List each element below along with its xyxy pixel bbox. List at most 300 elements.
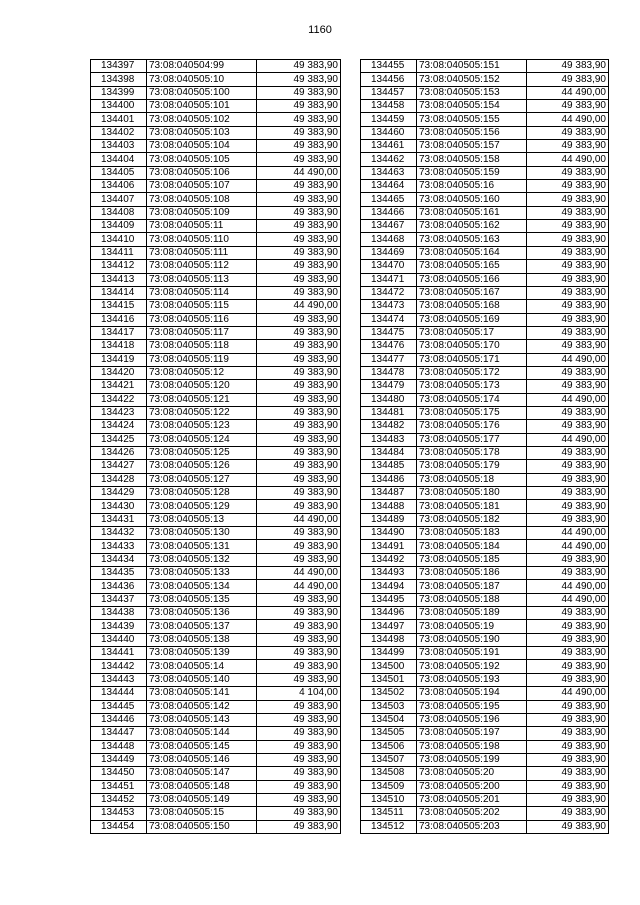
table-row bbox=[361, 513, 609, 526]
cadastral-number-cell: 73:08:040505:158 bbox=[417, 153, 527, 166]
amount-cell: 49 383,90 bbox=[257, 313, 341, 326]
table-row bbox=[361, 260, 609, 273]
row-number-cell: 134503 bbox=[361, 700, 417, 713]
row-number-cell: 134457 bbox=[361, 86, 417, 99]
amount-cell: 44 490,00 bbox=[257, 567, 341, 580]
amount-cell: 49 383,90 bbox=[257, 660, 341, 673]
amount-cell: 49 383,90 bbox=[527, 126, 609, 139]
cadastral-number-cell: 73:08:040505:119 bbox=[147, 353, 257, 366]
table-row bbox=[361, 380, 609, 393]
row-number-cell: 134409 bbox=[91, 220, 147, 233]
table-row bbox=[91, 633, 341, 646]
cadastral-number-cell: 73:08:040505:157 bbox=[417, 140, 527, 153]
amount-cell: 49 383,90 bbox=[257, 340, 341, 353]
row-number-cell: 134476 bbox=[361, 340, 417, 353]
cadastral-number-cell: 73:08:040505:186 bbox=[417, 567, 527, 580]
row-number-cell: 134428 bbox=[91, 473, 147, 486]
row-number-cell: 134470 bbox=[361, 260, 417, 273]
table-row bbox=[91, 553, 341, 566]
table-row bbox=[361, 567, 609, 580]
row-number-cell: 134424 bbox=[91, 420, 147, 433]
cadastral-number-cell: 73:08:040505:134 bbox=[147, 580, 257, 593]
table-row bbox=[91, 540, 341, 553]
amount-cell: 49 383,90 bbox=[257, 206, 341, 219]
table-row bbox=[361, 433, 609, 446]
table-row bbox=[361, 487, 609, 500]
amount-cell: 49 383,90 bbox=[527, 60, 609, 73]
cadastral-number-cell: 73:08:040505:200 bbox=[417, 780, 527, 793]
row-number-cell: 134411 bbox=[91, 246, 147, 259]
cadastral-number-cell: 73:08:040505:175 bbox=[417, 406, 527, 419]
amount-cell: 49 383,90 bbox=[257, 380, 341, 393]
cadastral-number-cell: 73:08:040505:160 bbox=[417, 193, 527, 206]
amount-cell: 49 383,90 bbox=[257, 86, 341, 99]
row-number-cell: 134475 bbox=[361, 326, 417, 339]
amount-cell: 49 383,90 bbox=[257, 286, 341, 299]
amount-cell: 49 383,90 bbox=[527, 807, 609, 820]
row-number-cell: 134510 bbox=[361, 793, 417, 806]
table-row bbox=[91, 353, 341, 366]
row-number-cell: 134434 bbox=[91, 553, 147, 566]
cadastral-number-cell: 73:08:040505:194 bbox=[417, 687, 527, 700]
amount-cell: 49 383,90 bbox=[527, 233, 609, 246]
cadastral-number-cell: 73:08:040505:184 bbox=[417, 540, 527, 553]
amount-cell: 49 383,90 bbox=[257, 607, 341, 620]
cadastral-number-cell: 73:08:040505:198 bbox=[417, 740, 527, 753]
table-row bbox=[91, 313, 341, 326]
amount-cell: 49 383,90 bbox=[527, 727, 609, 740]
amount-cell: 49 383,90 bbox=[527, 740, 609, 753]
amount-cell: 44 490,00 bbox=[257, 166, 341, 179]
cadastral-number-cell: 73:08:040505:123 bbox=[147, 420, 257, 433]
table-row bbox=[91, 406, 341, 419]
row-number-cell: 134492 bbox=[361, 553, 417, 566]
cadastral-number-cell: 73:08:040505:133 bbox=[147, 567, 257, 580]
row-number-cell: 134410 bbox=[91, 233, 147, 246]
table-row bbox=[361, 473, 609, 486]
table-row bbox=[361, 273, 609, 286]
row-number-cell: 134435 bbox=[91, 567, 147, 580]
cadastral-number-cell: 73:08:040505:187 bbox=[417, 580, 527, 593]
table-row bbox=[91, 206, 341, 219]
row-number-cell: 134405 bbox=[91, 166, 147, 179]
amount-cell: 44 490,00 bbox=[527, 580, 609, 593]
register-table-left bbox=[90, 59, 341, 834]
amount-cell: 49 383,90 bbox=[527, 567, 609, 580]
row-number-cell: 134397 bbox=[91, 60, 147, 73]
row-number-cell: 134467 bbox=[361, 220, 417, 233]
cadastral-number-cell: 73:08:040505:132 bbox=[147, 553, 257, 566]
row-number-cell: 134479 bbox=[361, 380, 417, 393]
cadastral-number-cell: 73:08:040505:167 bbox=[417, 286, 527, 299]
cadastral-number-cell: 73:08:040505:199 bbox=[417, 753, 527, 766]
cadastral-number-cell: 73:08:040505:106 bbox=[147, 166, 257, 179]
row-number-cell: 134461 bbox=[361, 140, 417, 153]
amount-cell: 44 490,00 bbox=[527, 113, 609, 126]
table-row bbox=[91, 246, 341, 259]
row-number-cell: 134431 bbox=[91, 513, 147, 526]
amount-cell: 44 490,00 bbox=[527, 86, 609, 99]
amount-cell: 49 383,90 bbox=[257, 793, 341, 806]
page-number: 1160 bbox=[308, 24, 332, 36]
table-row bbox=[361, 406, 609, 419]
cadastral-number-cell: 73:08:040505:174 bbox=[417, 393, 527, 406]
table-row bbox=[361, 620, 609, 633]
amount-cell: 49 383,90 bbox=[527, 326, 609, 339]
amount-cell: 49 383,90 bbox=[527, 420, 609, 433]
cadastral-number-cell: 73:08:040505:110 bbox=[147, 233, 257, 246]
table-row bbox=[91, 286, 341, 299]
amount-cell: 49 383,90 bbox=[257, 473, 341, 486]
row-number-cell: 134430 bbox=[91, 500, 147, 513]
table-row bbox=[361, 673, 609, 686]
row-number-cell: 134505 bbox=[361, 727, 417, 740]
row-number-cell: 134445 bbox=[91, 700, 147, 713]
table-row bbox=[91, 126, 341, 139]
cadastral-number-cell: 73:08:040505:203 bbox=[417, 820, 527, 833]
table-row bbox=[91, 620, 341, 633]
row-number-cell: 134406 bbox=[91, 180, 147, 193]
table-row bbox=[91, 500, 341, 513]
cadastral-number-cell: 73:08:040505:111 bbox=[147, 246, 257, 259]
amount-cell: 49 383,90 bbox=[257, 140, 341, 153]
row-number-cell: 134402 bbox=[91, 126, 147, 139]
table-row bbox=[91, 260, 341, 273]
row-number-cell: 134423 bbox=[91, 406, 147, 419]
row-number-cell: 134488 bbox=[361, 500, 417, 513]
cadastral-number-cell: 73:08:040505:170 bbox=[417, 340, 527, 353]
row-number-cell: 134444 bbox=[91, 687, 147, 700]
table-row bbox=[361, 580, 609, 593]
table-row bbox=[361, 153, 609, 166]
table-row bbox=[361, 607, 609, 620]
row-number-cell: 134466 bbox=[361, 206, 417, 219]
table-row bbox=[91, 420, 341, 433]
table-row bbox=[361, 807, 609, 820]
amount-cell: 49 383,90 bbox=[527, 713, 609, 726]
amount-cell: 49 383,90 bbox=[257, 260, 341, 273]
table-row bbox=[91, 740, 341, 753]
row-number-cell: 134477 bbox=[361, 353, 417, 366]
cadastral-number-cell: 73:08:040505:125 bbox=[147, 446, 257, 459]
amount-cell: 49 383,90 bbox=[257, 220, 341, 233]
cadastral-number-cell: 73:08:040505:169 bbox=[417, 313, 527, 326]
cadastral-number-cell: 73:08:040505:130 bbox=[147, 527, 257, 540]
amount-cell: 49 383,90 bbox=[257, 326, 341, 339]
cadastral-number-cell: 73:08:040505:161 bbox=[417, 206, 527, 219]
cadastral-number-cell: 73:08:040505:113 bbox=[147, 273, 257, 286]
amount-cell: 49 383,90 bbox=[257, 353, 341, 366]
row-number-cell: 134418 bbox=[91, 340, 147, 353]
cadastral-number-cell: 73:08:040505:16 bbox=[417, 180, 527, 193]
cadastral-number-cell: 73:08:040505:165 bbox=[417, 260, 527, 273]
cadastral-number-cell: 73:08:040505:139 bbox=[147, 647, 257, 660]
table-row bbox=[91, 727, 341, 740]
amount-cell: 49 383,90 bbox=[527, 753, 609, 766]
amount-cell: 49 383,90 bbox=[257, 713, 341, 726]
cadastral-number-cell: 73:08:040505:185 bbox=[417, 553, 527, 566]
table-row bbox=[361, 86, 609, 99]
row-number-cell: 134474 bbox=[361, 313, 417, 326]
table-row bbox=[91, 393, 341, 406]
amount-cell: 49 383,90 bbox=[527, 607, 609, 620]
amount-cell: 49 383,90 bbox=[527, 793, 609, 806]
table-row bbox=[91, 166, 341, 179]
row-number-cell: 134508 bbox=[361, 767, 417, 780]
amount-cell: 49 383,90 bbox=[257, 446, 341, 459]
cadastral-number-cell: 73:08:040505:103 bbox=[147, 126, 257, 139]
table-row bbox=[361, 500, 609, 513]
cadastral-number-cell: 73:08:040505:153 bbox=[417, 86, 527, 99]
cadastral-number-cell: 73:08:040505:178 bbox=[417, 446, 527, 459]
amount-cell: 49 383,90 bbox=[527, 820, 609, 833]
table-row bbox=[361, 460, 609, 473]
row-number-cell: 134451 bbox=[91, 780, 147, 793]
cadastral-number-cell: 73:08:040505:141 bbox=[147, 687, 257, 700]
amount-cell: 49 383,90 bbox=[257, 647, 341, 660]
cadastral-number-cell: 73:08:040505:101 bbox=[147, 100, 257, 113]
cadastral-number-cell: 73:08:040505:122 bbox=[147, 406, 257, 419]
amount-cell: 49 383,90 bbox=[257, 540, 341, 553]
amount-cell: 49 383,90 bbox=[257, 113, 341, 126]
cadastral-number-cell: 73:08:040505:137 bbox=[147, 620, 257, 633]
table-row bbox=[91, 527, 341, 540]
row-number-cell: 134468 bbox=[361, 233, 417, 246]
cadastral-number-cell: 73:08:040505:116 bbox=[147, 313, 257, 326]
amount-cell: 49 383,90 bbox=[257, 73, 341, 86]
cadastral-number-cell: 73:08:040505:138 bbox=[147, 633, 257, 646]
amount-cell: 49 383,90 bbox=[257, 633, 341, 646]
amount-cell: 49 383,90 bbox=[527, 193, 609, 206]
amount-cell: 49 383,90 bbox=[527, 73, 609, 86]
amount-cell: 49 383,90 bbox=[257, 246, 341, 259]
amount-cell: 49 383,90 bbox=[527, 313, 609, 326]
table-row bbox=[91, 326, 341, 339]
table-row bbox=[361, 753, 609, 766]
cadastral-number-cell: 73:08:040505:190 bbox=[417, 633, 527, 646]
table-row bbox=[91, 513, 341, 526]
table-row bbox=[91, 580, 341, 593]
row-number-cell: 134490 bbox=[361, 527, 417, 540]
row-number-cell: 134480 bbox=[361, 393, 417, 406]
cadastral-number-cell: 73:08:040505:118 bbox=[147, 340, 257, 353]
cadastral-number-cell: 73:08:040505:114 bbox=[147, 286, 257, 299]
row-number-cell: 134452 bbox=[91, 793, 147, 806]
table-row bbox=[91, 807, 341, 820]
amount-cell: 49 383,90 bbox=[257, 767, 341, 780]
row-number-cell: 134407 bbox=[91, 193, 147, 206]
cadastral-number-cell: 73:08:040504:99 bbox=[147, 60, 257, 73]
cadastral-number-cell: 73:08:040505:149 bbox=[147, 793, 257, 806]
cadastral-number-cell: 73:08:040505:189 bbox=[417, 607, 527, 620]
amount-cell: 49 383,90 bbox=[527, 380, 609, 393]
cadastral-number-cell: 73:08:040505:188 bbox=[417, 593, 527, 606]
cadastral-number-cell: 73:08:040505:100 bbox=[147, 86, 257, 99]
amount-cell: 49 383,90 bbox=[527, 100, 609, 113]
row-number-cell: 134448 bbox=[91, 740, 147, 753]
cadastral-number-cell: 73:08:040505:156 bbox=[417, 126, 527, 139]
table-row bbox=[361, 687, 609, 700]
row-number-cell: 134420 bbox=[91, 366, 147, 379]
row-number-cell: 134469 bbox=[361, 246, 417, 259]
row-number-cell: 134429 bbox=[91, 487, 147, 500]
row-number-cell: 134456 bbox=[361, 73, 417, 86]
table-row bbox=[91, 673, 341, 686]
row-number-cell: 134464 bbox=[361, 180, 417, 193]
row-number-cell: 134454 bbox=[91, 820, 147, 833]
table-row bbox=[361, 780, 609, 793]
cadastral-number-cell: 73:08:040505:173 bbox=[417, 380, 527, 393]
amount-cell: 49 383,90 bbox=[527, 180, 609, 193]
row-number-cell: 134512 bbox=[361, 820, 417, 833]
table-row bbox=[361, 126, 609, 139]
cadastral-number-cell: 73:08:040505:131 bbox=[147, 540, 257, 553]
table-row bbox=[91, 113, 341, 126]
table-row bbox=[361, 220, 609, 233]
row-number-cell: 134494 bbox=[361, 580, 417, 593]
row-number-cell: 134501 bbox=[361, 673, 417, 686]
table-row bbox=[91, 793, 341, 806]
row-number-cell: 134481 bbox=[361, 406, 417, 419]
row-number-cell: 134415 bbox=[91, 300, 147, 313]
amount-cell: 49 383,90 bbox=[257, 780, 341, 793]
amount-cell: 49 383,90 bbox=[257, 460, 341, 473]
table-row bbox=[361, 527, 609, 540]
cadastral-number-cell: 73:08:040505:107 bbox=[147, 180, 257, 193]
amount-cell: 49 383,90 bbox=[257, 727, 341, 740]
amount-cell: 49 383,90 bbox=[257, 180, 341, 193]
table-row bbox=[91, 300, 341, 313]
row-number-cell: 134455 bbox=[361, 60, 417, 73]
row-number-cell: 134497 bbox=[361, 620, 417, 633]
cadastral-number-cell: 73:08:040505:159 bbox=[417, 166, 527, 179]
amount-cell: 44 490,00 bbox=[257, 580, 341, 593]
table-row bbox=[361, 73, 609, 86]
amount-cell: 49 383,90 bbox=[527, 633, 609, 646]
amount-cell: 49 383,90 bbox=[527, 473, 609, 486]
row-number-cell: 134484 bbox=[361, 446, 417, 459]
row-number-cell: 134491 bbox=[361, 540, 417, 553]
cadastral-number-cell: 73:08:040505:176 bbox=[417, 420, 527, 433]
cadastral-number-cell: 73:08:040505:102 bbox=[147, 113, 257, 126]
cadastral-number-cell: 73:08:040505:179 bbox=[417, 460, 527, 473]
table-row bbox=[91, 460, 341, 473]
register-table-right-body bbox=[361, 60, 609, 834]
row-number-cell: 134433 bbox=[91, 540, 147, 553]
amount-cell: 49 383,90 bbox=[257, 393, 341, 406]
row-number-cell: 134462 bbox=[361, 153, 417, 166]
row-number-cell: 134425 bbox=[91, 433, 147, 446]
cadastral-number-cell: 73:08:040505:146 bbox=[147, 753, 257, 766]
table-row bbox=[91, 647, 341, 660]
table-row bbox=[361, 393, 609, 406]
table-row bbox=[91, 180, 341, 193]
amount-cell: 49 383,90 bbox=[257, 593, 341, 606]
row-number-cell: 134495 bbox=[361, 593, 417, 606]
table-row bbox=[361, 713, 609, 726]
table-row bbox=[91, 100, 341, 113]
cadastral-number-cell: 73:08:040505:192 bbox=[417, 660, 527, 673]
table-row bbox=[361, 206, 609, 219]
amount-cell: 49 383,90 bbox=[257, 753, 341, 766]
row-number-cell: 134507 bbox=[361, 753, 417, 766]
table-row bbox=[361, 700, 609, 713]
amount-cell: 49 383,90 bbox=[527, 767, 609, 780]
amount-cell: 44 490,00 bbox=[257, 513, 341, 526]
table-row bbox=[361, 286, 609, 299]
row-number-cell: 134436 bbox=[91, 580, 147, 593]
cadastral-number-cell: 73:08:040505:183 bbox=[417, 527, 527, 540]
cadastral-number-cell: 73:08:040505:105 bbox=[147, 153, 257, 166]
table-row bbox=[91, 780, 341, 793]
row-number-cell: 134502 bbox=[361, 687, 417, 700]
cadastral-number-cell: 73:08:040505:166 bbox=[417, 273, 527, 286]
cadastral-number-cell: 73:08:040505:191 bbox=[417, 647, 527, 660]
amount-cell: 44 490,00 bbox=[527, 393, 609, 406]
row-number-cell: 134440 bbox=[91, 633, 147, 646]
table-row bbox=[91, 593, 341, 606]
amount-cell: 44 490,00 bbox=[527, 433, 609, 446]
table-row bbox=[361, 767, 609, 780]
amount-cell: 49 383,90 bbox=[527, 220, 609, 233]
cadastral-number-cell: 73:08:040505:117 bbox=[147, 326, 257, 339]
row-number-cell: 134486 bbox=[361, 473, 417, 486]
table-row bbox=[91, 660, 341, 673]
table-row bbox=[361, 60, 609, 73]
amount-cell: 49 383,90 bbox=[257, 700, 341, 713]
row-number-cell: 134487 bbox=[361, 487, 417, 500]
row-number-cell: 134439 bbox=[91, 620, 147, 633]
table-row bbox=[91, 60, 341, 73]
row-number-cell: 134498 bbox=[361, 633, 417, 646]
table-row bbox=[361, 793, 609, 806]
amount-cell: 44 490,00 bbox=[527, 153, 609, 166]
cadastral-number-cell: 73:08:040505:10 bbox=[147, 73, 257, 86]
row-number-cell: 134482 bbox=[361, 420, 417, 433]
table-row bbox=[361, 233, 609, 246]
cadastral-number-cell: 73:08:040505:162 bbox=[417, 220, 527, 233]
cadastral-number-cell: 73:08:040505:202 bbox=[417, 807, 527, 820]
cadastral-number-cell: 73:08:040505:14 bbox=[147, 660, 257, 673]
row-number-cell: 134485 bbox=[361, 460, 417, 473]
table-row bbox=[361, 246, 609, 259]
cadastral-number-cell: 73:08:040505:115 bbox=[147, 300, 257, 313]
cadastral-number-cell: 73:08:040505:201 bbox=[417, 793, 527, 806]
row-number-cell: 134441 bbox=[91, 647, 147, 660]
amount-cell: 49 383,90 bbox=[257, 527, 341, 540]
cadastral-number-cell: 73:08:040505:121 bbox=[147, 393, 257, 406]
table-row bbox=[361, 166, 609, 179]
amount-cell: 49 383,90 bbox=[527, 500, 609, 513]
row-number-cell: 134473 bbox=[361, 300, 417, 313]
row-number-cell: 134458 bbox=[361, 100, 417, 113]
row-number-cell: 134403 bbox=[91, 140, 147, 153]
table-row bbox=[91, 446, 341, 459]
row-number-cell: 134493 bbox=[361, 567, 417, 580]
table-row bbox=[361, 353, 609, 366]
cadastral-number-cell: 73:08:040505:120 bbox=[147, 380, 257, 393]
cadastral-number-cell: 73:08:040505:20 bbox=[417, 767, 527, 780]
amount-cell: 49 383,90 bbox=[257, 273, 341, 286]
table-row bbox=[361, 540, 609, 553]
row-number-cell: 134499 bbox=[361, 647, 417, 660]
row-number-cell: 134437 bbox=[91, 593, 147, 606]
cadastral-number-cell: 73:08:040505:13 bbox=[147, 513, 257, 526]
table-row bbox=[91, 233, 341, 246]
amount-cell: 49 383,90 bbox=[257, 740, 341, 753]
cadastral-number-cell: 73:08:040505:18 bbox=[417, 473, 527, 486]
cadastral-number-cell: 73:08:040505:127 bbox=[147, 473, 257, 486]
